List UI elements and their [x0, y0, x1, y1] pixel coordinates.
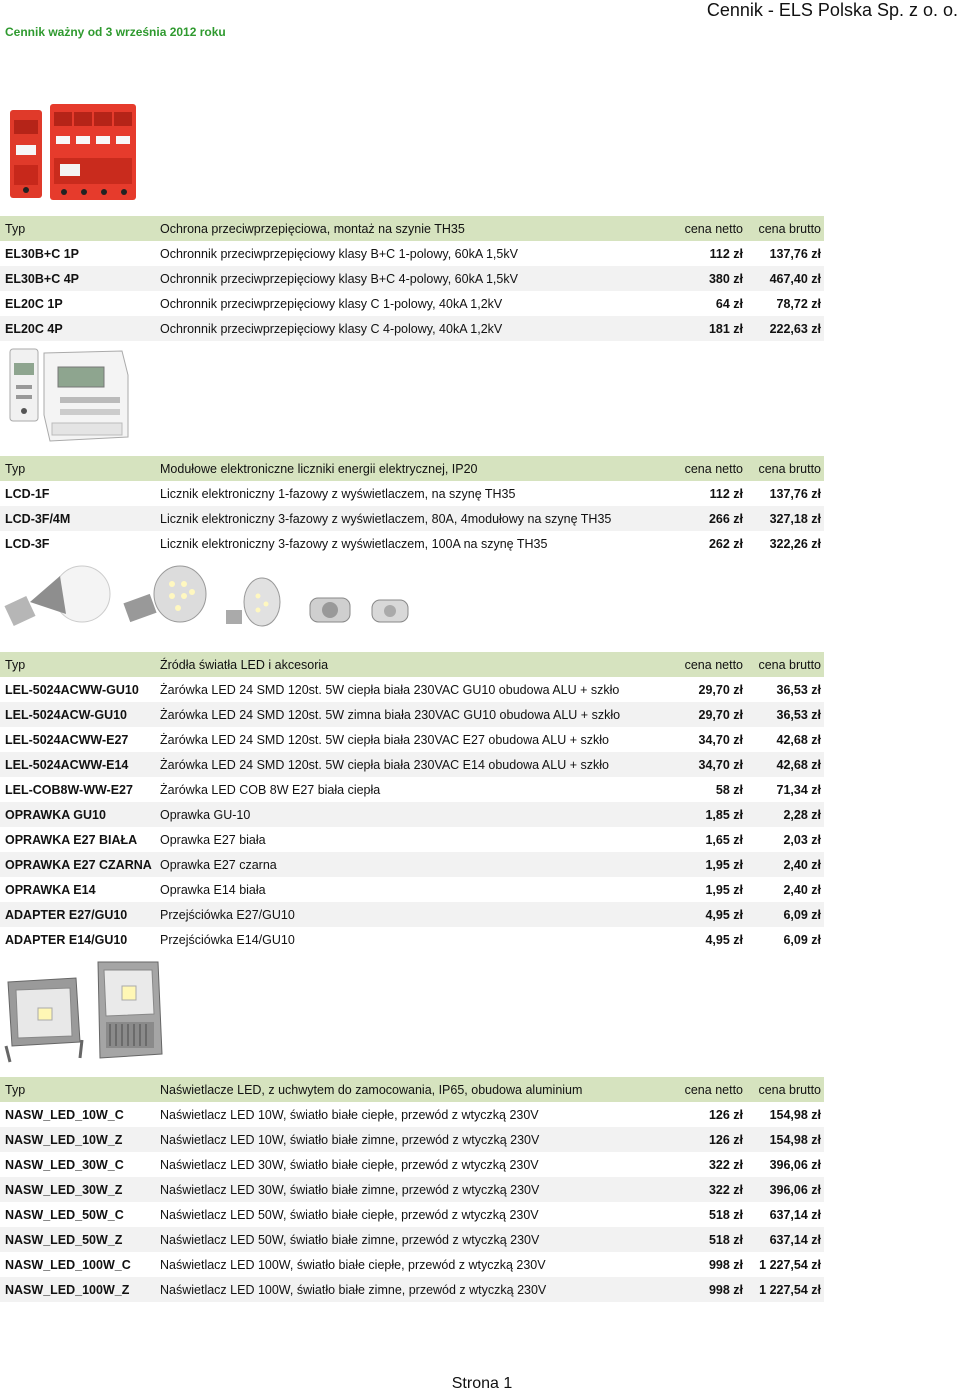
- table-row: [0, 677, 824, 702]
- product-description: Żarówka LED 24 SMD 120st. 5W ciepła biała 230VAC E27 obudowa ALU + szkło: [160, 732, 609, 747]
- product-description: Naświetlacz LED 50W, światło białe zimne, przewód z wtyczką 230V: [160, 1232, 540, 1247]
- price-gross: 637,14 zł: [769, 1207, 821, 1222]
- price-gross: 222,63 zł: [769, 321, 821, 336]
- price-gross: 154,98 zł: [769, 1132, 821, 1147]
- table-row: [0, 1177, 824, 1202]
- table-row: [0, 702, 824, 727]
- price-gross: 2,40 zł: [783, 882, 821, 897]
- table-row: [0, 752, 824, 777]
- price-net: 1,85 zł: [705, 807, 743, 822]
- table-row: [0, 1227, 824, 1252]
- price-gross: 2,28 zł: [783, 807, 821, 822]
- product-description: Ochronnik przeciwprzepięciowy klasy B+C 1-polowy, 60kA 1,5kV: [160, 246, 518, 261]
- product-type: OPRAWKA E14: [5, 882, 96, 897]
- table-row: [0, 1102, 824, 1127]
- product-description: Licznik elektroniczny 3-fazowy z wyświetlaczem, 80A, 4modułowy na szynę TH35: [160, 511, 612, 526]
- product-type: LCD-1F: [5, 486, 50, 501]
- column-header-type: Typ: [5, 657, 26, 672]
- column-header-net: cena netto: [684, 657, 743, 672]
- column-header-net: cena netto: [684, 461, 743, 476]
- column-header-type: Typ: [5, 221, 26, 236]
- column-header-gross: cena brutto: [758, 461, 821, 476]
- price-table-meters: [0, 456, 824, 556]
- table-row: [0, 241, 824, 266]
- price-net: 4,95 zł: [705, 932, 743, 947]
- product-description: Żarówka LED COB 8W E27 biała ciepła: [160, 782, 381, 797]
- product-description: Naświetlacz LED 100W, światło białe ciepłe, przewód z wtyczką 230V: [160, 1257, 546, 1272]
- product-description: Naświetlacz LED 50W, światło białe ciepłe, przewód z wtyczką 230V: [160, 1207, 539, 1222]
- price-net: 181 zł: [708, 321, 743, 336]
- product-type: NASW_LED_10W_C: [5, 1107, 124, 1122]
- product-description: Żarówka LED 24 SMD 120st. 5W zimna biała 230VAC GU10 obudowa ALU + szkło: [160, 707, 621, 722]
- product-description: Oprawka E27 biała: [160, 832, 266, 847]
- product-type: EL30B+C 1P: [5, 246, 79, 261]
- table-row: [0, 1127, 824, 1152]
- column-header-gross: cena brutto: [758, 657, 821, 672]
- price-net: 126 zł: [708, 1132, 743, 1147]
- product-type: NASW_LED_30W_Z: [5, 1182, 123, 1197]
- energy-meter-image: [0, 345, 135, 445]
- price-gross: 42,68 zł: [776, 732, 821, 747]
- table-row: [0, 316, 824, 341]
- column-header-net: cena netto: [684, 1082, 743, 1097]
- price-gross: 1 227,54 zł: [759, 1282, 821, 1297]
- price-gross: 6,09 zł: [783, 907, 821, 922]
- product-description: Żarówka LED 24 SMD 120st. 5W ciepła biała 230VAC GU10 obudowa ALU + szkło: [160, 682, 620, 697]
- product-description: Ochronnik przeciwprzepięciowy klasy B+C 4-polowy, 60kA 1,5kV: [160, 271, 518, 286]
- price-net: 518 zł: [708, 1207, 743, 1222]
- table-row: [0, 1252, 824, 1277]
- product-type: NASW_LED_100W_C: [5, 1257, 131, 1272]
- product-description: Ochronnik przeciwprzepięciowy klasy C 4-polowy, 40kA 1,2kV: [160, 321, 503, 336]
- table-row: [0, 506, 824, 531]
- product-description: Żarówka LED 24 SMD 120st. 5W ciepła biała 230VAC E14 obudowa ALU + szkło: [160, 757, 609, 772]
- product-type: EL20C 1P: [5, 296, 63, 311]
- section-title: Źródła światła LED i akcesoria: [160, 657, 329, 672]
- product-description: Oprawka E14 biała: [160, 882, 266, 897]
- price-net: 1,65 zł: [705, 832, 743, 847]
- section-title: Ochrona przeciwprzepięciowa, montaż na szynie TH35: [160, 221, 465, 236]
- product-type: LEL-5024ACWW-E27: [5, 732, 129, 747]
- product-type: NASW_LED_30W_C: [5, 1157, 124, 1172]
- page-number-label: Strona 1: [451, 1375, 513, 1392]
- price-gross: 2,03 zł: [783, 832, 821, 847]
- page-number: [0, 1375, 960, 1393]
- product-type: LEL-5024ACWW-GU10: [5, 682, 139, 697]
- product-type: LEL-5024ACWW-E14: [5, 757, 129, 772]
- product-type: NASW_LED_50W_C: [5, 1207, 124, 1222]
- table-row: [0, 291, 824, 316]
- price-net: 322 zł: [708, 1182, 743, 1197]
- product-description: Licznik elektroniczny 3-fazowy z wyświetlaczem, 100A na szynę TH35: [160, 536, 548, 551]
- table-header-row: [0, 1077, 824, 1102]
- product-description: Licznik elektroniczny 1-fazowy z wyświetlaczem, na szynę TH35: [160, 486, 516, 501]
- product-description: Naświetlacz LED 30W, światło białe zimne, przewód z wtyczką 230V: [160, 1182, 540, 1197]
- price-net: 1,95 zł: [705, 857, 743, 872]
- product-description: Przejściówka E27/GU10: [160, 907, 295, 922]
- price-net: 518 zł: [708, 1232, 743, 1247]
- price-net: 29,70 zł: [698, 707, 743, 722]
- price-gross: 42,68 zł: [776, 757, 821, 772]
- product-description: Naświetlacz LED 30W, światło białe ciepłe, przewód z wtyczką 230V: [160, 1157, 539, 1172]
- column-header-type: Typ: [5, 1082, 26, 1097]
- table-row: [0, 852, 824, 877]
- product-type: OPRAWKA E27 BIAŁA: [5, 832, 138, 847]
- price-gross: 137,76 zł: [769, 486, 821, 501]
- led-bulbs-image: [0, 562, 420, 634]
- product-type: EL20C 4P: [5, 321, 63, 336]
- price-gross: 396,06 zł: [769, 1157, 821, 1172]
- price-gross: 6,09 zł: [783, 932, 821, 947]
- column-header-type: Typ: [5, 461, 26, 476]
- product-description: Naświetlacz LED 10W, światło białe zimne, przewód z wtyczką 230V: [160, 1132, 540, 1147]
- page-title: Cennik - ELS Polska Sp. z o. o.: [706, 0, 958, 20]
- table-header-row: [0, 216, 824, 241]
- price-gross: 137,76 zł: [769, 246, 821, 261]
- price-gross: 36,53 zł: [776, 682, 821, 697]
- price-net: 29,70 zł: [698, 682, 743, 697]
- product-description: Przejściówka E14/GU10: [160, 932, 295, 947]
- column-header-gross: cena brutto: [758, 1082, 821, 1097]
- price-net: 34,70 zł: [698, 732, 743, 747]
- price-net: 998 zł: [708, 1257, 743, 1272]
- product-type: OPRAWKA GU10: [5, 807, 106, 822]
- led-bulbs-photo: [0, 562, 824, 634]
- product-type: OPRAWKA E27 CZARNA: [5, 857, 152, 872]
- product-description: Oprawka GU-10: [160, 807, 251, 822]
- product-type: LEL-COB8W-WW-E27: [5, 782, 133, 797]
- product-description: Naświetlacz LED 100W, światło białe zimne, przewód z wtyczką 230V: [160, 1282, 547, 1297]
- price-net: 126 zł: [708, 1107, 743, 1122]
- price-gross: 1 227,54 zł: [759, 1257, 821, 1272]
- table-row: [0, 827, 824, 852]
- price-gross: 154,98 zł: [769, 1107, 821, 1122]
- price-gross: 327,18 zł: [769, 511, 821, 526]
- product-type: EL30B+C 4P: [5, 271, 79, 286]
- product-type: NASW_LED_100W_Z: [5, 1282, 130, 1297]
- section-title: Modułowe elektroniczne liczniki energii elektrycznej, IP20: [160, 461, 478, 476]
- table-row: [0, 927, 824, 952]
- product-type: ADAPTER E27/GU10: [5, 907, 128, 922]
- energy-meter-photo: [0, 345, 824, 445]
- price-net: 1,95 zł: [705, 882, 743, 897]
- price-net: 112 zł: [709, 486, 743, 501]
- price-gross: 467,40 zł: [769, 271, 821, 286]
- price-net: 322 zł: [708, 1157, 743, 1172]
- table-row: [0, 727, 824, 752]
- product-type: NASW_LED_10W_Z: [5, 1132, 123, 1147]
- column-header-gross: cena brutto: [758, 221, 821, 236]
- price-gross: 36,53 zł: [776, 707, 821, 722]
- product-description: Ochronnik przeciwprzepięciowy klasy C 1-polowy, 40kA 1,2kV: [160, 296, 503, 311]
- table-header-row: [0, 652, 824, 677]
- product-type: LEL-5024ACW-GU10: [5, 707, 127, 722]
- table-row: [0, 1152, 824, 1177]
- price-net: 112 zł: [709, 246, 743, 261]
- led-floodlight-image: [0, 958, 170, 1066]
- price-gross: 396,06 zł: [769, 1182, 821, 1197]
- price-net: 998 zł: [708, 1282, 743, 1297]
- table-row: [0, 902, 824, 927]
- price-net: 64 zł: [715, 296, 743, 311]
- table-row: [0, 531, 824, 556]
- table-row: [0, 481, 824, 506]
- column-header-net: cena netto: [684, 221, 743, 236]
- table-row: [0, 877, 824, 902]
- product-type: ADAPTER E14/GU10: [5, 932, 128, 947]
- price-net: 34,70 zł: [698, 757, 743, 772]
- price-net: 4,95 zł: [705, 907, 743, 922]
- surge-protector-photo: [0, 100, 824, 208]
- product-type: LCD-3F: [5, 536, 50, 551]
- section-title: Naświetlacze LED, z uchwytem do zamocowania, IP65, obudowa aluminium: [160, 1082, 583, 1097]
- table-row: [0, 1277, 824, 1302]
- validity-note: Cennik ważny od 3 września 2012 roku: [5, 25, 226, 39]
- product-description: Oprawka E27 czarna: [160, 857, 277, 872]
- table-row: [0, 802, 824, 827]
- price-gross: 322,26 zł: [769, 536, 821, 551]
- table-row: [0, 777, 824, 802]
- price-net: 380 zł: [708, 271, 743, 286]
- price-table-led: [0, 652, 824, 952]
- price-net: 266 zł: [708, 511, 743, 526]
- product-type: NASW_LED_50W_Z: [5, 1232, 123, 1247]
- price-table-floodlights: [0, 1077, 824, 1302]
- product-description: Naświetlacz LED 10W, światło białe ciepłe, przewód z wtyczką 230V: [160, 1107, 539, 1122]
- price-gross: 71,34 zł: [776, 782, 821, 797]
- price-net: 262 zł: [708, 536, 743, 551]
- price-table-surge: [0, 216, 824, 341]
- table-header-row: [0, 456, 824, 481]
- surge-protector-image: [0, 100, 140, 208]
- product-type: LCD-3F/4M: [5, 511, 71, 526]
- led-floodlight-photo: [0, 958, 824, 1066]
- table-row: [0, 1202, 824, 1227]
- price-net: 58 zł: [715, 782, 743, 797]
- price-gross: 637,14 zł: [769, 1232, 821, 1247]
- price-gross: 2,40 zł: [783, 857, 821, 872]
- table-row: [0, 266, 824, 291]
- price-gross: 78,72 zł: [776, 296, 821, 311]
